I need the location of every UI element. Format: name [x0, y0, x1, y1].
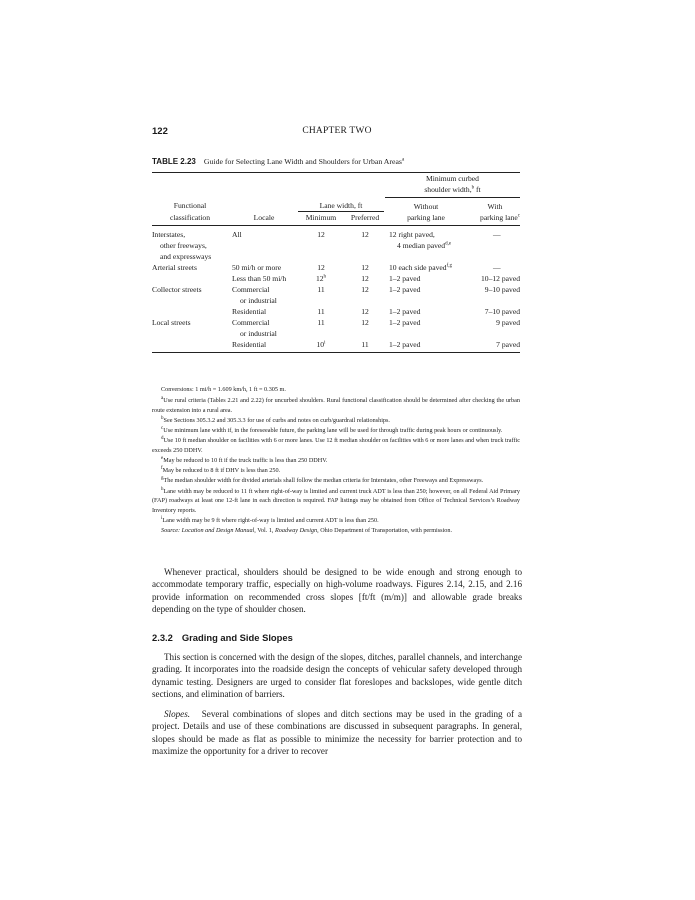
row-min: 11 [317, 285, 325, 294]
row-with: — [493, 230, 501, 239]
footnote-i: $^i$Lane width may be 9 ft where right-of-way is limited and current ADT is less than 250. [161, 515, 379, 524]
row-with: — [493, 263, 501, 272]
header-parking-lane-with: parking lane$^c$ [480, 213, 520, 222]
table-header-rule [152, 225, 520, 226]
footnote-a: $^a$Use rural criteria (Tables 2.21 and 2.22) for uncurbed shoulders. Rural functional classification should be determined after checking the urban route extension into a rural area. [152, 396, 520, 414]
row-with: 9 paved [496, 318, 520, 327]
table-footnotes [152, 385, 520, 536]
table-caption-text: Guide for Selecting Lane Width and Shoulders for Urban Areas [203, 157, 402, 166]
header-parking-lane-without: parking lane [407, 213, 445, 222]
row-class-cont: other freeways, [160, 241, 207, 250]
paragraph-text: Slopes. Several combinations of slopes and ditch sections may be used in the grading of a project. Details and use of these combinations are discussed in subsequent paragraphs. In general, slopes should be made as flat as possible to minimize the necessity for barrier protection and to maximize the opportunity for a driver to recover [152, 709, 522, 757]
header-with: With [487, 202, 503, 211]
row-without: 1–2 paved [389, 340, 421, 349]
row-class-cont: and expressways [160, 252, 212, 261]
row-locale: Commercial [232, 285, 270, 294]
table-bottom-rule [152, 352, 520, 353]
body-paragraph-shoulders [152, 566, 522, 616]
header-locale: Locale [253, 213, 275, 222]
row-locale: 50 mi/h or more [232, 263, 282, 272]
running-header [152, 126, 522, 140]
row-without: 1–2 paved [389, 318, 421, 327]
row-with: 7 paved [496, 340, 520, 349]
row-pref: 12 [361, 263, 369, 272]
row-with: 7–10 paved [484, 307, 520, 316]
row-locale: Residential [232, 307, 267, 316]
body-paragraph-slopes [152, 708, 522, 758]
section-number: 2.3.2 [152, 632, 173, 643]
footnote-h: $^h$Lane width may be reduced to 11 ft where right-of-way is limited and current truck ADT is less than 250; however, on all Federal Aid Primary (FAP) roadways at least one 12-ft lane in each direction is required. FAP listings may be obtained from Office of Technical Services’s Roadway Inventory reports. [152, 486, 520, 514]
header-minimum: Minimum [305, 213, 337, 222]
footnote-b: $^b$See Sections 305.3.2 and 305.3.3 for use of curbs and notes on curb/guardrail relationships. [161, 415, 390, 424]
row-class: Local streets [152, 318, 191, 327]
footnote-f: $^f$May be reduced to 8 ft if DHV is less than 250. [161, 466, 281, 475]
row-locale: Commercial [232, 318, 270, 327]
page-number: 122 [152, 126, 168, 137]
row-locale: All [232, 230, 242, 239]
row-locale-cont: or industrial [240, 296, 277, 305]
row-pref: 12 [361, 307, 369, 316]
row-min: 12$^h$ [315, 274, 327, 283]
conversions-note: Conversions: 1 mi/h = 1.609 km/h, 1 ft = 0.305 m. [161, 386, 286, 393]
row-with: 10–12 paved [480, 274, 520, 283]
row-min: 12 [317, 263, 325, 272]
footnote-d: $^d$Use 10 ft median shoulder on facilities with 6 or more lanes. Use 12 ft median shoulder on facilities with 6 or more lanes and when truck traffic exceeds 250 DDHV. [152, 436, 520, 454]
row-min: 11 [317, 318, 325, 327]
table-number: TABLE 2.23 [152, 157, 196, 166]
row-min: 10$^i$ [316, 340, 326, 349]
row-with: 9–10 paved [484, 285, 520, 294]
runin-heading: Slopes. [164, 709, 191, 719]
row-pref: 12 [361, 274, 369, 283]
header-functional: Functional [173, 201, 207, 210]
row-locale: Residential [232, 340, 267, 349]
header-classification: classification [169, 213, 211, 222]
row-without-cont: 4 median paved$^{d,e}$ [397, 241, 452, 250]
row-locale: Less than 50 mi/h [232, 274, 287, 283]
section-heading [152, 632, 293, 643]
row-pref: 12 [361, 230, 369, 239]
header-without: Without [413, 202, 439, 211]
body-paragraph-grading [152, 651, 522, 701]
row-without: 1–2 paved [389, 307, 421, 316]
footnote-g: $^g$The median shoulder width for divided arterials shall follow the median criteria for Interstates, other Freeways and Expressways. [161, 476, 484, 485]
row-class: Interstates, [152, 230, 186, 239]
row-locale-cont: or industrial [240, 329, 277, 338]
row-pref: 12 [361, 285, 369, 294]
row-pref: 12 [361, 318, 369, 327]
row-pref: 11 [361, 340, 369, 349]
row-without: 10 each side paved$^{f,g}$ [389, 263, 452, 272]
row-min: 11 [317, 307, 325, 316]
header-shoulder-line1: Minimum curbed [426, 174, 479, 183]
section-title: Grading and Side Slopes [181, 632, 293, 643]
footnote-e: $^e$May be reduced to 10 ft if the truck traffic is less than 250 DDHV. [161, 455, 328, 465]
table-caption [152, 157, 552, 166]
row-without: 1–2 paved [389, 274, 421, 283]
source-note: Source: Location and Design Manual, Vol. 1, Roadway Design, Ohio Department of Transportation, with permission. [161, 527, 453, 535]
row-without: 12 right paved, [389, 230, 435, 239]
paragraph-text: Whenever practical, shoulders should be designed to be wide enough and strong enough to accommodate temporary traffic, especially on high-volume roadways. Figures 2.14, 2.15, and 2.16 provide information on recommended cross slopes [ft/ft (m/m)] and allowable grade breaks depending on the type of shoulder chosen. [152, 567, 522, 615]
header-shoulder-line2: shoulder width,$^b$ ft [424, 185, 481, 194]
row-without: 1–2 paved [389, 285, 421, 294]
shoulder-header-rule [385, 197, 520, 198]
row-class: Arterial streets [152, 263, 197, 272]
caption-footnote-mark: a [401, 157, 405, 163]
footnote-c: $^c$Use minimum lane width if, in the foreseeable future, the parking lane will be used for through traffic during peak hours or continuously. [161, 426, 503, 435]
chapter-title: CHAPTER TWO [302, 126, 372, 136]
row-min: 12 [317, 230, 325, 239]
header-preferred: Preferred [350, 213, 380, 222]
row-class: Collector streets [152, 285, 202, 294]
header-lane-width: Lane width, ft [319, 201, 363, 210]
paragraph-text: This section is concerned with the design of the slopes, ditches, parallel channels, and interchange grading. It incorporates into the roadside design the concepts of vehicular safety developed through dynamic testing. Designers are urged to consider flat foreslopes and backslopes, wide gentle ditch sections, and elimination of barriers. [152, 652, 522, 700]
